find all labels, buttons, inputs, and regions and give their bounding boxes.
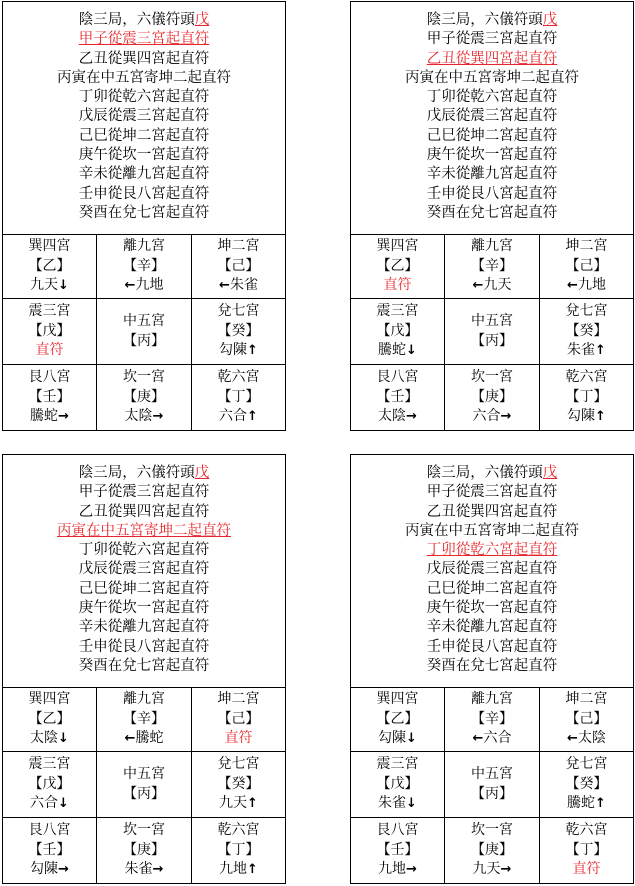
palace-stem: 【辛】 bbox=[123, 710, 165, 727]
palace-spirit bbox=[473, 407, 512, 427]
palace-spirit bbox=[125, 407, 164, 427]
palace-cell bbox=[351, 752, 445, 818]
palace-grid bbox=[351, 688, 633, 883]
palace-cell bbox=[540, 688, 633, 752]
palace-spirit bbox=[30, 407, 69, 427]
palace-cell bbox=[97, 688, 192, 752]
header-prefix: 陰三局，六儀符頭 bbox=[78, 12, 195, 28]
highlighted-line: 丙寅在中五宮寄坤二起直符 bbox=[57, 522, 231, 539]
palace-stem: 【乙】 bbox=[376, 257, 419, 274]
arrow-left-icon: ← bbox=[567, 278, 578, 294]
spirit-label: 九地 bbox=[219, 861, 248, 878]
arrow-right-icon: → bbox=[152, 409, 164, 425]
text-line: 壬申從艮八宮起直符 bbox=[78, 638, 210, 655]
panel-header bbox=[3, 11, 285, 30]
palace-cell bbox=[3, 235, 97, 299]
arrow-up-icon: ↑ bbox=[595, 343, 606, 359]
spirit-label: 勾陳 bbox=[378, 730, 407, 747]
palace-cell bbox=[192, 235, 285, 299]
palace-cell bbox=[445, 688, 540, 752]
spirit-label: 九地 bbox=[378, 861, 407, 878]
palace-name: 坤二宮 bbox=[217, 238, 260, 255]
highlighted-line: 甲子從震三宮起直符 bbox=[78, 31, 210, 48]
text-line: 戊辰從震三宮起直符 bbox=[426, 561, 558, 578]
palace-stem: 【癸】 bbox=[217, 775, 260, 792]
palace-stem: 【庚】 bbox=[471, 841, 513, 858]
palace-stem: 【丙】 bbox=[123, 785, 165, 802]
palace-stem: 【丙】 bbox=[471, 332, 513, 349]
arrow-up-icon: ↑ bbox=[595, 796, 606, 812]
arrow-right-icon: → bbox=[58, 862, 69, 878]
palace-stem: 【丁】 bbox=[565, 841, 608, 858]
palace-grid bbox=[3, 688, 285, 883]
spirit-label: 勾陳 bbox=[567, 408, 596, 425]
palace-cell bbox=[540, 752, 633, 818]
palace-grid bbox=[3, 235, 285, 430]
text-line: 己巳從坤二宮起直符 bbox=[78, 580, 210, 597]
palace-spirit bbox=[567, 341, 606, 361]
text-line: 戊辰從震三宮起直符 bbox=[78, 561, 210, 578]
palace-name: 巽四宮 bbox=[376, 691, 419, 708]
palace-name: 乾六宮 bbox=[217, 369, 260, 386]
text-line: 丁卯從乾六宮起直符 bbox=[78, 89, 210, 106]
spirit-label: 勾陳 bbox=[219, 342, 248, 359]
header-prefix: 陰三局，六儀符頭 bbox=[426, 465, 543, 481]
spirit-label: 九地 bbox=[577, 277, 606, 294]
text-line: 丙寅在中五宮寄坤二起直符 bbox=[405, 522, 579, 539]
palace-name: 乾六宮 bbox=[217, 822, 260, 839]
palace-stem: 【己】 bbox=[217, 710, 260, 727]
palace-cell bbox=[351, 818, 445, 883]
palace-name: 離九宮 bbox=[123, 238, 165, 255]
spirit-label: 九地 bbox=[135, 277, 164, 294]
palace-name: 中五宮 bbox=[123, 313, 165, 329]
arrow-left-icon: ← bbox=[124, 278, 136, 294]
spirit-label: 六合 bbox=[219, 408, 248, 425]
text-line: 庚午從坎一宮起直符 bbox=[78, 147, 210, 164]
palace-cell bbox=[192, 688, 285, 752]
palace-name: 巽四宮 bbox=[28, 238, 71, 255]
palace-stem: 【戊】 bbox=[28, 775, 71, 792]
text-line: 丙寅在中五宮寄坤二起直符 bbox=[57, 69, 231, 86]
palace-name: 坎一宮 bbox=[471, 822, 513, 839]
palace-cell bbox=[445, 365, 540, 430]
arrow-right-icon: → bbox=[58, 409, 69, 425]
palace-spirit bbox=[30, 729, 69, 749]
text-line: 癸酉在兌七宮起直符 bbox=[78, 657, 210, 674]
palace-spirit bbox=[125, 860, 164, 880]
arrow-right-icon: → bbox=[406, 409, 417, 425]
qimen-panel bbox=[350, 1, 634, 431]
text-line: 甲子從震三宮起直符 bbox=[426, 484, 558, 501]
palace-name: 震三宮 bbox=[28, 756, 71, 773]
spirit-label: 勾陳 bbox=[30, 861, 59, 878]
spirit-label: 朱雀 bbox=[378, 795, 407, 812]
palace-stem: 【癸】 bbox=[217, 322, 260, 339]
palace-spirit bbox=[567, 407, 606, 427]
palace-spirit bbox=[125, 729, 164, 749]
palace-cell bbox=[540, 365, 633, 430]
spirit-label: 朱雀 bbox=[229, 277, 258, 294]
text-line: 丁卯從乾六宮起直符 bbox=[78, 542, 210, 559]
palace-stem: 【丁】 bbox=[217, 841, 260, 858]
palace-cell bbox=[97, 752, 192, 818]
palace-cell bbox=[3, 299, 97, 365]
palace-stem: 【丙】 bbox=[123, 332, 165, 349]
palace-name: 震三宮 bbox=[376, 303, 419, 320]
palace-stem: 【辛】 bbox=[471, 710, 513, 727]
arrow-up-icon: ↑ bbox=[247, 409, 258, 425]
palace-spirit bbox=[219, 276, 258, 296]
spirit-label: 九天 bbox=[219, 795, 248, 812]
palace-spirit bbox=[36, 341, 64, 361]
palace-name: 震三宮 bbox=[28, 303, 71, 320]
palace-stem: 【乙】 bbox=[28, 710, 71, 727]
panel-text-block bbox=[351, 2, 633, 235]
palace-cell bbox=[540, 235, 633, 299]
spirit-label: 直符 bbox=[224, 730, 253, 747]
palace-spirit bbox=[30, 860, 69, 880]
palace-cell bbox=[97, 818, 192, 883]
spirit-label: 騰蛇 bbox=[567, 795, 596, 812]
palace-spirit bbox=[384, 276, 412, 296]
spirit-label: 騰蛇 bbox=[30, 408, 59, 425]
palace-name: 坎一宮 bbox=[123, 822, 165, 839]
text-line: 辛未從離九宮起直符 bbox=[78, 166, 210, 183]
spirit-label: 九天 bbox=[472, 861, 501, 878]
panel-text-block bbox=[351, 455, 633, 688]
arrow-down-icon: ↓ bbox=[406, 796, 417, 812]
qimen-panel bbox=[2, 1, 286, 431]
text-line: 庚午從坎一宮起直符 bbox=[426, 147, 558, 164]
palace-name: 乾六宮 bbox=[565, 822, 608, 839]
palace-cell bbox=[445, 299, 540, 365]
text-line: 丙寅在中五宮寄坤二起直符 bbox=[405, 69, 579, 86]
palace-cell bbox=[3, 752, 97, 818]
palace-spirit bbox=[573, 860, 601, 880]
palace-spirit bbox=[473, 860, 512, 880]
palace-stem: 【壬】 bbox=[376, 388, 419, 405]
palace-cell bbox=[3, 365, 97, 430]
palace-name: 震三宮 bbox=[376, 756, 419, 773]
arrow-down-icon: ↓ bbox=[406, 731, 417, 747]
spirit-label: 六合 bbox=[483, 730, 512, 747]
highlighted-line: 乙丑從巽四宮起直符 bbox=[426, 50, 558, 67]
text-line: 辛未從離九宮起直符 bbox=[78, 619, 210, 636]
text-line: 丁卯從乾六宮起直符 bbox=[426, 89, 558, 106]
text-line: 壬申從艮八宮起直符 bbox=[78, 185, 210, 202]
palace-name: 中五宮 bbox=[123, 766, 165, 782]
palace-stem: 【癸】 bbox=[565, 775, 608, 792]
spirit-label: 太陰 bbox=[378, 408, 407, 425]
palace-name: 坤二宮 bbox=[565, 691, 608, 708]
arrow-down-icon: ↓ bbox=[58, 278, 69, 294]
header-mark: 戊 bbox=[194, 465, 210, 481]
text-line: 戊辰從震三宮起直符 bbox=[78, 108, 210, 125]
palace-stem: 【丁】 bbox=[217, 388, 260, 405]
palace-stem: 【乙】 bbox=[376, 710, 419, 727]
header-mark: 戊 bbox=[542, 465, 558, 481]
palace-name: 坎一宮 bbox=[123, 369, 165, 386]
text-line: 癸酉在兌七宮起直符 bbox=[78, 204, 210, 221]
palace-spirit bbox=[567, 276, 606, 296]
palace-cell bbox=[540, 818, 633, 883]
palace-stem: 【乙】 bbox=[28, 257, 71, 274]
palace-stem: 【庚】 bbox=[123, 388, 165, 405]
palace-spirit bbox=[378, 407, 417, 427]
text-line: 甲子從震三宮起直符 bbox=[78, 484, 210, 501]
panel-header bbox=[351, 464, 633, 483]
arrow-down-icon: ↓ bbox=[58, 796, 69, 812]
palace-cell bbox=[192, 365, 285, 430]
palace-cell bbox=[351, 299, 445, 365]
qimen-panel bbox=[350, 454, 634, 884]
palace-stem: 【己】 bbox=[565, 257, 608, 274]
text-line: 癸酉在兌七宮起直符 bbox=[426, 204, 558, 221]
header-mark: 戊 bbox=[542, 12, 558, 28]
text-line: 壬申從艮八宮起直符 bbox=[426, 638, 558, 655]
palace-stem: 【戊】 bbox=[28, 322, 71, 339]
palace-name: 巽四宮 bbox=[28, 691, 71, 708]
palace-cell bbox=[445, 752, 540, 818]
palace-spirit bbox=[30, 276, 69, 296]
spirit-label: 太陰 bbox=[30, 730, 59, 747]
palace-stem: 【壬】 bbox=[28, 841, 71, 858]
text-line: 庚午從坎一宮起直符 bbox=[78, 600, 210, 617]
arrow-right-icon: → bbox=[152, 862, 164, 878]
palace-cell bbox=[192, 299, 285, 365]
palace-name: 離九宮 bbox=[123, 691, 165, 708]
palace-cell bbox=[351, 688, 445, 752]
arrow-left-icon: ← bbox=[124, 731, 136, 747]
qimen-panel bbox=[2, 454, 286, 884]
arrow-up-icon: ↑ bbox=[247, 862, 258, 878]
palace-stem: 【辛】 bbox=[471, 257, 513, 274]
spirit-label: 九天 bbox=[30, 277, 59, 294]
text-line: 己巳從坤二宮起直符 bbox=[426, 127, 558, 144]
text-line: 壬申從艮八宮起直符 bbox=[426, 185, 558, 202]
header-prefix: 陰三局，六儀符頭 bbox=[78, 465, 195, 481]
spirit-label: 太陰 bbox=[577, 730, 606, 747]
palace-stem: 【丙】 bbox=[471, 785, 513, 802]
spirit-label: 太陰 bbox=[124, 408, 153, 425]
spirit-label: 朱雀 bbox=[567, 342, 596, 359]
palace-spirit bbox=[473, 276, 512, 296]
palace-name: 艮八宮 bbox=[28, 822, 71, 839]
palace-name: 巽四宮 bbox=[376, 238, 419, 255]
text-line: 乙丑從巽四宮起直符 bbox=[426, 503, 558, 520]
arrow-down-icon: ↓ bbox=[406, 343, 417, 359]
text-line: 己巳從坤二宮起直符 bbox=[78, 127, 210, 144]
arrow-down-icon: ↓ bbox=[58, 731, 69, 747]
palace-stem: 【庚】 bbox=[123, 841, 165, 858]
palace-cell bbox=[445, 818, 540, 883]
text-line: 癸酉在兌七宮起直符 bbox=[426, 657, 558, 674]
arrow-left-icon: ← bbox=[219, 278, 230, 294]
palace-spirit bbox=[225, 729, 253, 749]
text-line: 甲子從震三宮起直符 bbox=[426, 31, 558, 48]
palace-stem: 【戊】 bbox=[376, 322, 419, 339]
spirit-label: 騰蛇 bbox=[135, 730, 164, 747]
palace-cell bbox=[3, 818, 97, 883]
palace-cell bbox=[351, 365, 445, 430]
palace-spirit bbox=[125, 276, 164, 296]
palace-stem: 【戊】 bbox=[376, 775, 419, 792]
palace-spirit bbox=[378, 794, 417, 814]
header-mark: 戊 bbox=[194, 12, 210, 28]
panel-text-block bbox=[3, 455, 285, 688]
palace-spirit bbox=[219, 341, 258, 361]
palace-stem: 【壬】 bbox=[28, 388, 71, 405]
palace-name: 乾六宮 bbox=[565, 369, 608, 386]
arrow-left-icon: ← bbox=[472, 278, 484, 294]
palace-name: 坤二宮 bbox=[565, 238, 608, 255]
palace-spirit bbox=[378, 729, 417, 749]
spirit-label: 直符 bbox=[572, 861, 601, 878]
palace-name: 艮八宮 bbox=[376, 822, 419, 839]
panel-header bbox=[3, 464, 285, 483]
palace-name: 離九宮 bbox=[471, 238, 513, 255]
text-line: 己巳從坤二宮起直符 bbox=[426, 580, 558, 597]
palace-name: 兌七宮 bbox=[565, 303, 608, 320]
palace-cell bbox=[445, 235, 540, 299]
palace-stem: 【辛】 bbox=[123, 257, 165, 274]
panel-header bbox=[351, 11, 633, 30]
palace-cell bbox=[192, 818, 285, 883]
palace-cell bbox=[540, 299, 633, 365]
palace-cell bbox=[97, 235, 192, 299]
palace-name: 中五宮 bbox=[471, 313, 513, 329]
spirit-label: 直符 bbox=[383, 277, 412, 294]
arrow-left-icon: ← bbox=[472, 731, 484, 747]
palace-stem: 【己】 bbox=[217, 257, 260, 274]
arrow-up-icon: ↑ bbox=[247, 796, 258, 812]
palace-cell bbox=[97, 299, 192, 365]
palace-name: 艮八宮 bbox=[28, 369, 71, 386]
palace-stem: 【丁】 bbox=[565, 388, 608, 405]
palace-name: 兌七宮 bbox=[565, 756, 608, 773]
header-prefix: 陰三局，六儀符頭 bbox=[426, 12, 543, 28]
palace-spirit bbox=[219, 794, 258, 814]
palace-name: 離九宮 bbox=[471, 691, 513, 708]
palace-stem: 【庚】 bbox=[471, 388, 513, 405]
spirit-label: 朱雀 bbox=[124, 861, 153, 878]
text-line: 辛未從離九宮起直符 bbox=[426, 619, 558, 636]
arrow-left-icon: ← bbox=[567, 731, 578, 747]
text-line: 戊辰從震三宮起直符 bbox=[426, 108, 558, 125]
palace-name: 坤二宮 bbox=[217, 691, 260, 708]
palace-spirit bbox=[219, 860, 258, 880]
spirit-label: 騰蛇 bbox=[378, 342, 407, 359]
panel-text-block bbox=[3, 2, 285, 235]
highlighted-line: 丁卯從乾六宮起直符 bbox=[426, 542, 558, 559]
arrow-right-icon: → bbox=[406, 862, 417, 878]
palace-cell bbox=[97, 365, 192, 430]
arrow-right-icon: → bbox=[500, 862, 512, 878]
palace-grid bbox=[351, 235, 633, 430]
text-line: 庚午從坎一宮起直符 bbox=[426, 600, 558, 617]
palace-cell bbox=[192, 752, 285, 818]
palace-stem: 【壬】 bbox=[376, 841, 419, 858]
palace-stem: 【癸】 bbox=[565, 322, 608, 339]
spirit-label: 直符 bbox=[35, 342, 64, 359]
palace-spirit bbox=[219, 407, 258, 427]
palace-name: 坎一宮 bbox=[471, 369, 513, 386]
spirit-label: 九天 bbox=[483, 277, 512, 294]
arrow-right-icon: → bbox=[500, 409, 512, 425]
spirit-label: 六合 bbox=[472, 408, 501, 425]
palace-cell bbox=[3, 688, 97, 752]
palace-stem: 【己】 bbox=[565, 710, 608, 727]
palace-name: 兌七宮 bbox=[217, 303, 260, 320]
palace-spirit bbox=[30, 794, 69, 814]
text-line: 乙丑從巽四宮起直符 bbox=[78, 503, 210, 520]
palace-name: 兌七宮 bbox=[217, 756, 260, 773]
palace-spirit bbox=[378, 860, 417, 880]
palace-name: 艮八宮 bbox=[376, 369, 419, 386]
palace-spirit bbox=[567, 794, 606, 814]
arrow-up-icon: ↑ bbox=[247, 343, 258, 359]
palace-spirit bbox=[567, 729, 606, 749]
arrow-up-icon: ↑ bbox=[595, 409, 606, 425]
palace-spirit bbox=[473, 729, 512, 749]
palace-cell bbox=[351, 235, 445, 299]
text-line: 辛未從離九宮起直符 bbox=[426, 166, 558, 183]
palace-spirit bbox=[378, 341, 417, 361]
palace-name: 中五宮 bbox=[471, 766, 513, 782]
spirit-label: 六合 bbox=[30, 795, 59, 812]
text-line: 乙丑從巽四宮起直符 bbox=[78, 50, 210, 67]
